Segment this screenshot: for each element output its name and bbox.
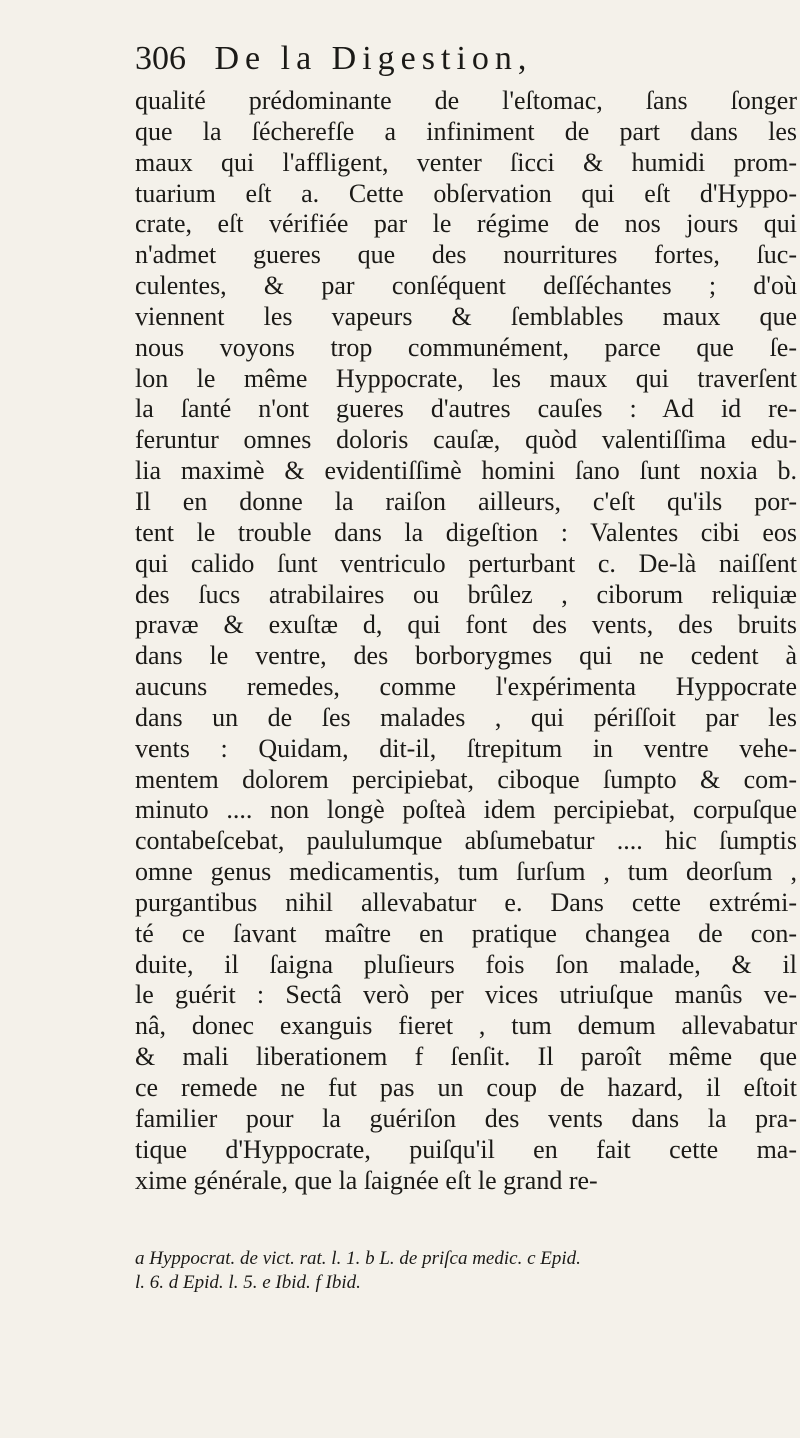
text-line: lon le même Hyppocrate, les maux qui traverſent [135,363,797,393]
text-line: nous voyons trop communément, parce que ſe- [135,332,797,362]
text-line: xime générale, que la ſaignée eſt le grand re- [135,1165,598,1195]
text-line: la ſanté n'ont gueres d'autres cauſes : Ad id re- [135,394,797,424]
text-line: duite, il ſaigna pluſieurs fois ſon malade, & il [135,949,797,979]
text-line: n'admet gueres que des nourritures fortes, ſuc- [135,240,797,270]
text-line: contabeſcebat, paululumque abſumebatur .... hic ſumptis [135,826,797,856]
text-line: viennent les vapeurs & ſemblables maux que [135,301,797,331]
text-line: maux qui l'affligent, venter ſicci & humidi prom- [135,147,797,177]
text-line: tent le trouble dans la digeſtion : Valentes cibi eos [135,517,797,547]
text-line: tique d'Hyppocrate, puiſqu'il en fait cette ma- [135,1134,797,1164]
text-line: familier pour la guériſon des vents dans la pra- [135,1103,797,1133]
text-line: Il en donne la raiſon ailleurs, c'eſt qu'ils por- [135,486,797,516]
text-line: culentes, & par conſéquent deſſéchantes ; d'où [135,271,797,301]
text-line: té ce ſavant maître en pratique changea de con- [135,918,797,948]
text-line: que la ſécherefſe a infiniment de part dans les [135,116,797,146]
text-line: purgantibus nihil allevabatur e. Dans cette extrémi- [135,887,797,917]
text-line: aucuns remedes, comme l'expérimenta Hyppocrate [135,672,797,702]
text-line: mentem dolorem percipiebat, ciboque ſumpto & com- [135,764,797,794]
footnote-line: a Hyppocrat. de vict. rat. l. 1. b L. de priſca medic. c Epid. [135,1248,581,1269]
text-line: tuarium eſt a. Cette obſervation qui eſt d'Hyppo- [135,178,797,208]
text-line: omne genus medicamentis, tum ſurſum , tum deorſum , [135,857,797,887]
text-line: pravæ & exuſtæ d, qui font des vents, des bruits [135,610,797,640]
running-title: De la Digestion, [214,40,533,77]
footnote-line: l. 6. d Epid. l. 5. e Ibid. f Ibid. [135,1272,361,1293]
page-number: 306 [135,40,186,77]
text-line: des ſucs atrabilaires ou brûlez , ciborum reliquiæ [135,579,797,609]
text-line: qualité prédominante de l'eſtomac, ſans ſonger [135,86,797,115]
footnotes [135,1247,797,1295]
text-line: feruntur omnes doloris cauſæ, quòd valentiſſima edu- [135,425,797,455]
text-line: crate, eſt vérifiée par le régime de nos jours qui [135,209,797,239]
text-line: ce remede ne fut pas un coup de hazard, il eſtoit [135,1073,797,1102]
text-line: vents : Quidam, dit-il, ſtrepitum in ventre vehe- [135,733,797,763]
text-line: qui calido ſunt ventriculo perturbant c. De-là naiſſent [135,548,797,578]
text-line: nâ, donec exanguis fieret , tum demum allevabatur [135,1011,797,1041]
running-head [135,40,795,78]
body-text [135,86,797,1196]
text-line: dans le ventre, des borborygmes qui ne cedent à [135,641,797,671]
text-line: dans un de ſes malades , qui périſſoit par les [135,702,797,732]
text-line: & mali liberationem f ſenſit. Il paroît même que [135,1042,797,1072]
text-line: lia maximè & evidentiſſimè homini ſano ſunt noxia b. [135,456,797,486]
text-line: le guérit : Sectâ verò per vices utriuſque manûs ve- [135,980,797,1010]
text-line: minuto .... non longè poſteà idem percipiebat, corpuſque [135,795,797,825]
